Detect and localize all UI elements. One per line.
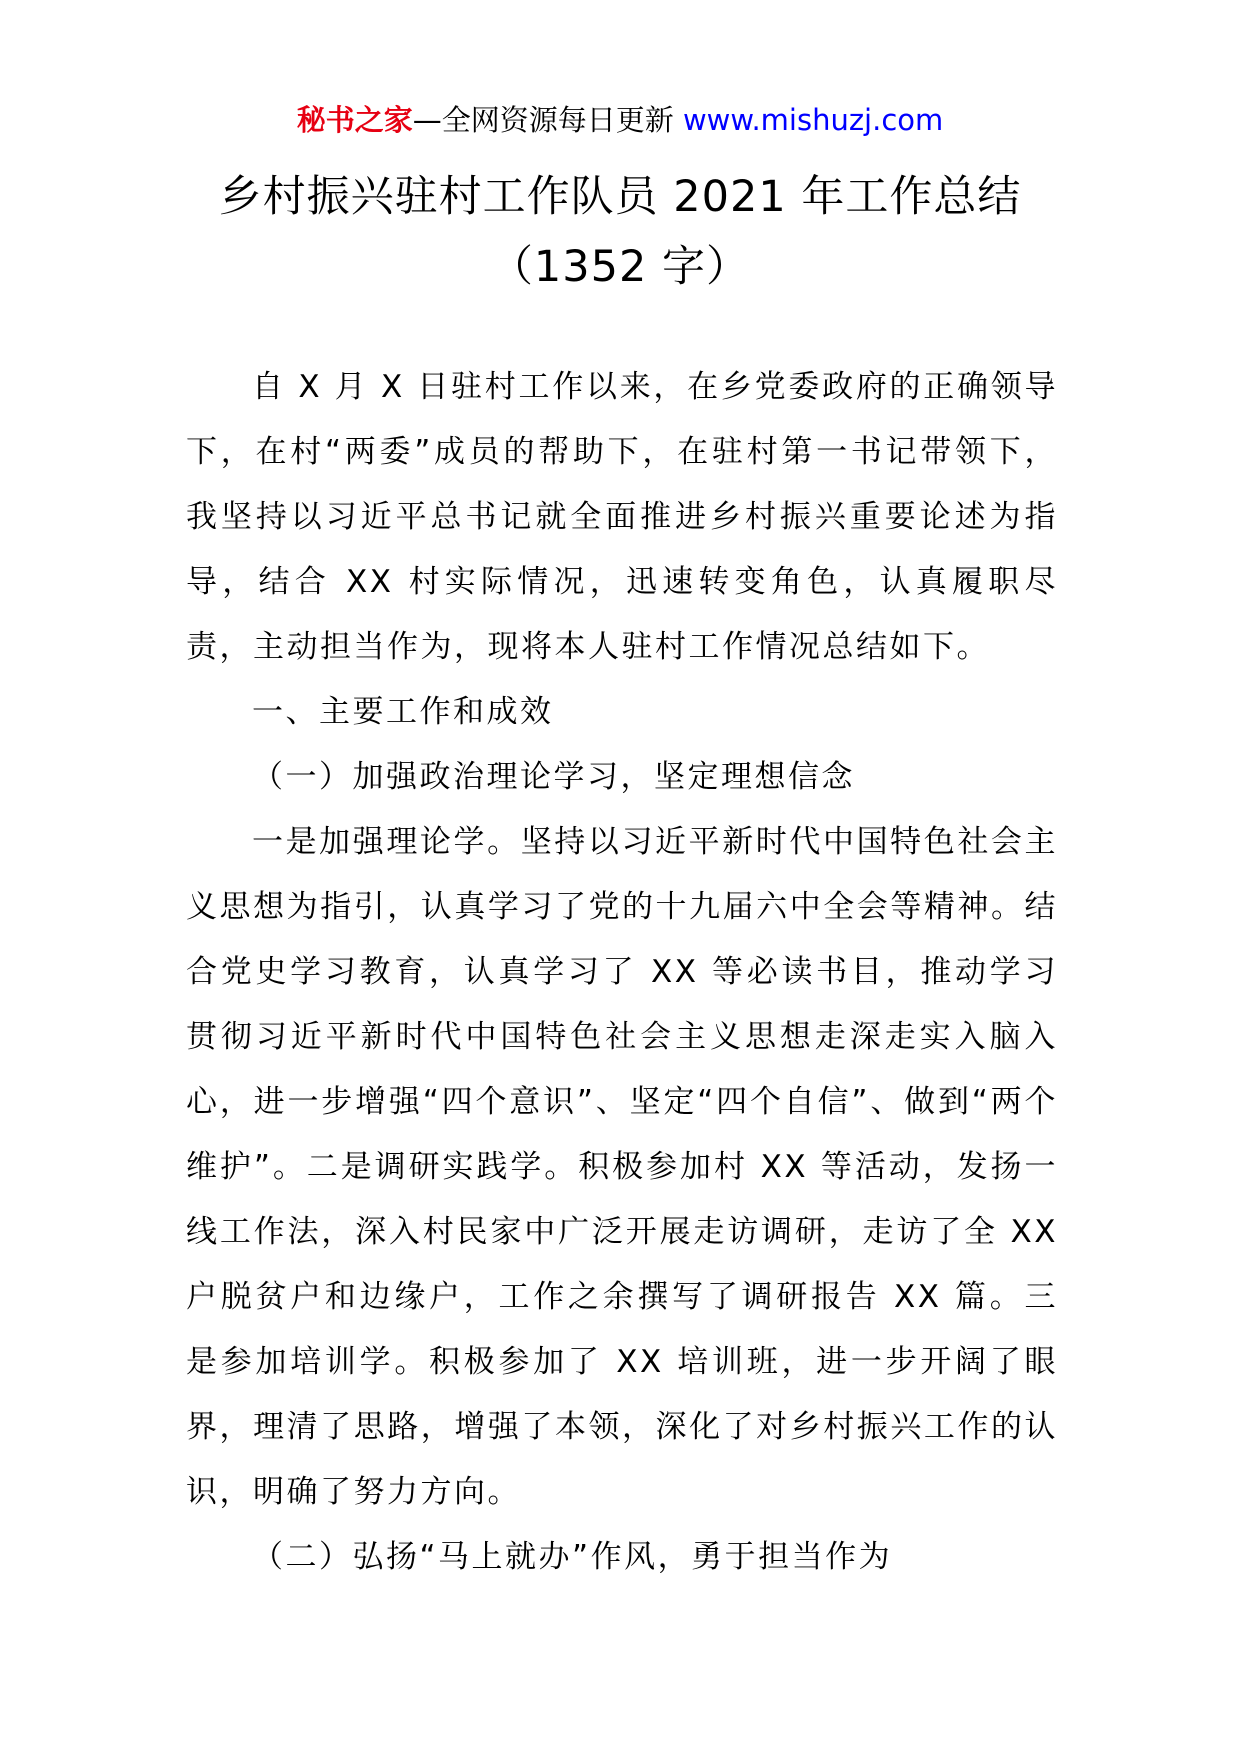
body-paragraph: 一是加强理论学。坚持以习近平新时代中国特色社会主义思想为指引，认真学习了党的十九届六中全会等精神。结合党史学习教育，认真学习了 XX 等必读书目，推动学习贯彻习近平新时代中国特色社会主义思想走深走实入脑入心，进一步增强“四个意识”、坚定“四个自信”、做到“两个维护”。二是调研实践学。积极参加村 XX 等活动，发扬一线工作法，深入村民家中广泛开展走访调研，走访了全 XX 户脱贫户和边缘户，工作之余撰写了调研报告 XX 篇。三是参加培训学。积极参加了 XX 培训班，进一步开阔了眼界，理清了思路，增强了本领，深化了对乡村振兴工作的认识，明确了努力方向。 (186, 824, 1058, 1510)
document-title (0, 162, 1240, 302)
subsection-heading-1: （一）加强政治理论学习，坚定理想信念 (252, 759, 855, 795)
header-tagline: —全网资源每日更新 (412, 103, 683, 137)
site-url[interactable]: www.mishuzj.com (682, 103, 944, 137)
subsection-heading-2: （二）弘扬“马上就办”作风，勇于担当作为 (252, 1539, 893, 1575)
site-header (0, 100, 1240, 140)
brand-name: 秘书之家 (296, 103, 413, 137)
section-heading: 一、主要工作和成效 (252, 694, 554, 730)
title-line-1: 乡村振兴驻村工作队员 2021 年工作总结 (218, 172, 1022, 222)
title-line-2: （1352 字） (489, 242, 751, 292)
intro-paragraph: 自 X 月 X 日驻村工作以来，在乡党委政府的正确领导下，在村“两委”成员的帮助下，在驻村第一书记带领下，我坚持以习近平总书记就全面推进乡村振兴重要论述为指导，结合 XX 村实际情况，迅速转变角色，认真履职尽责，主动担当作为，现将本人驻村工作情况总结如下。 (186, 369, 1058, 665)
document-body (186, 355, 1058, 1590)
